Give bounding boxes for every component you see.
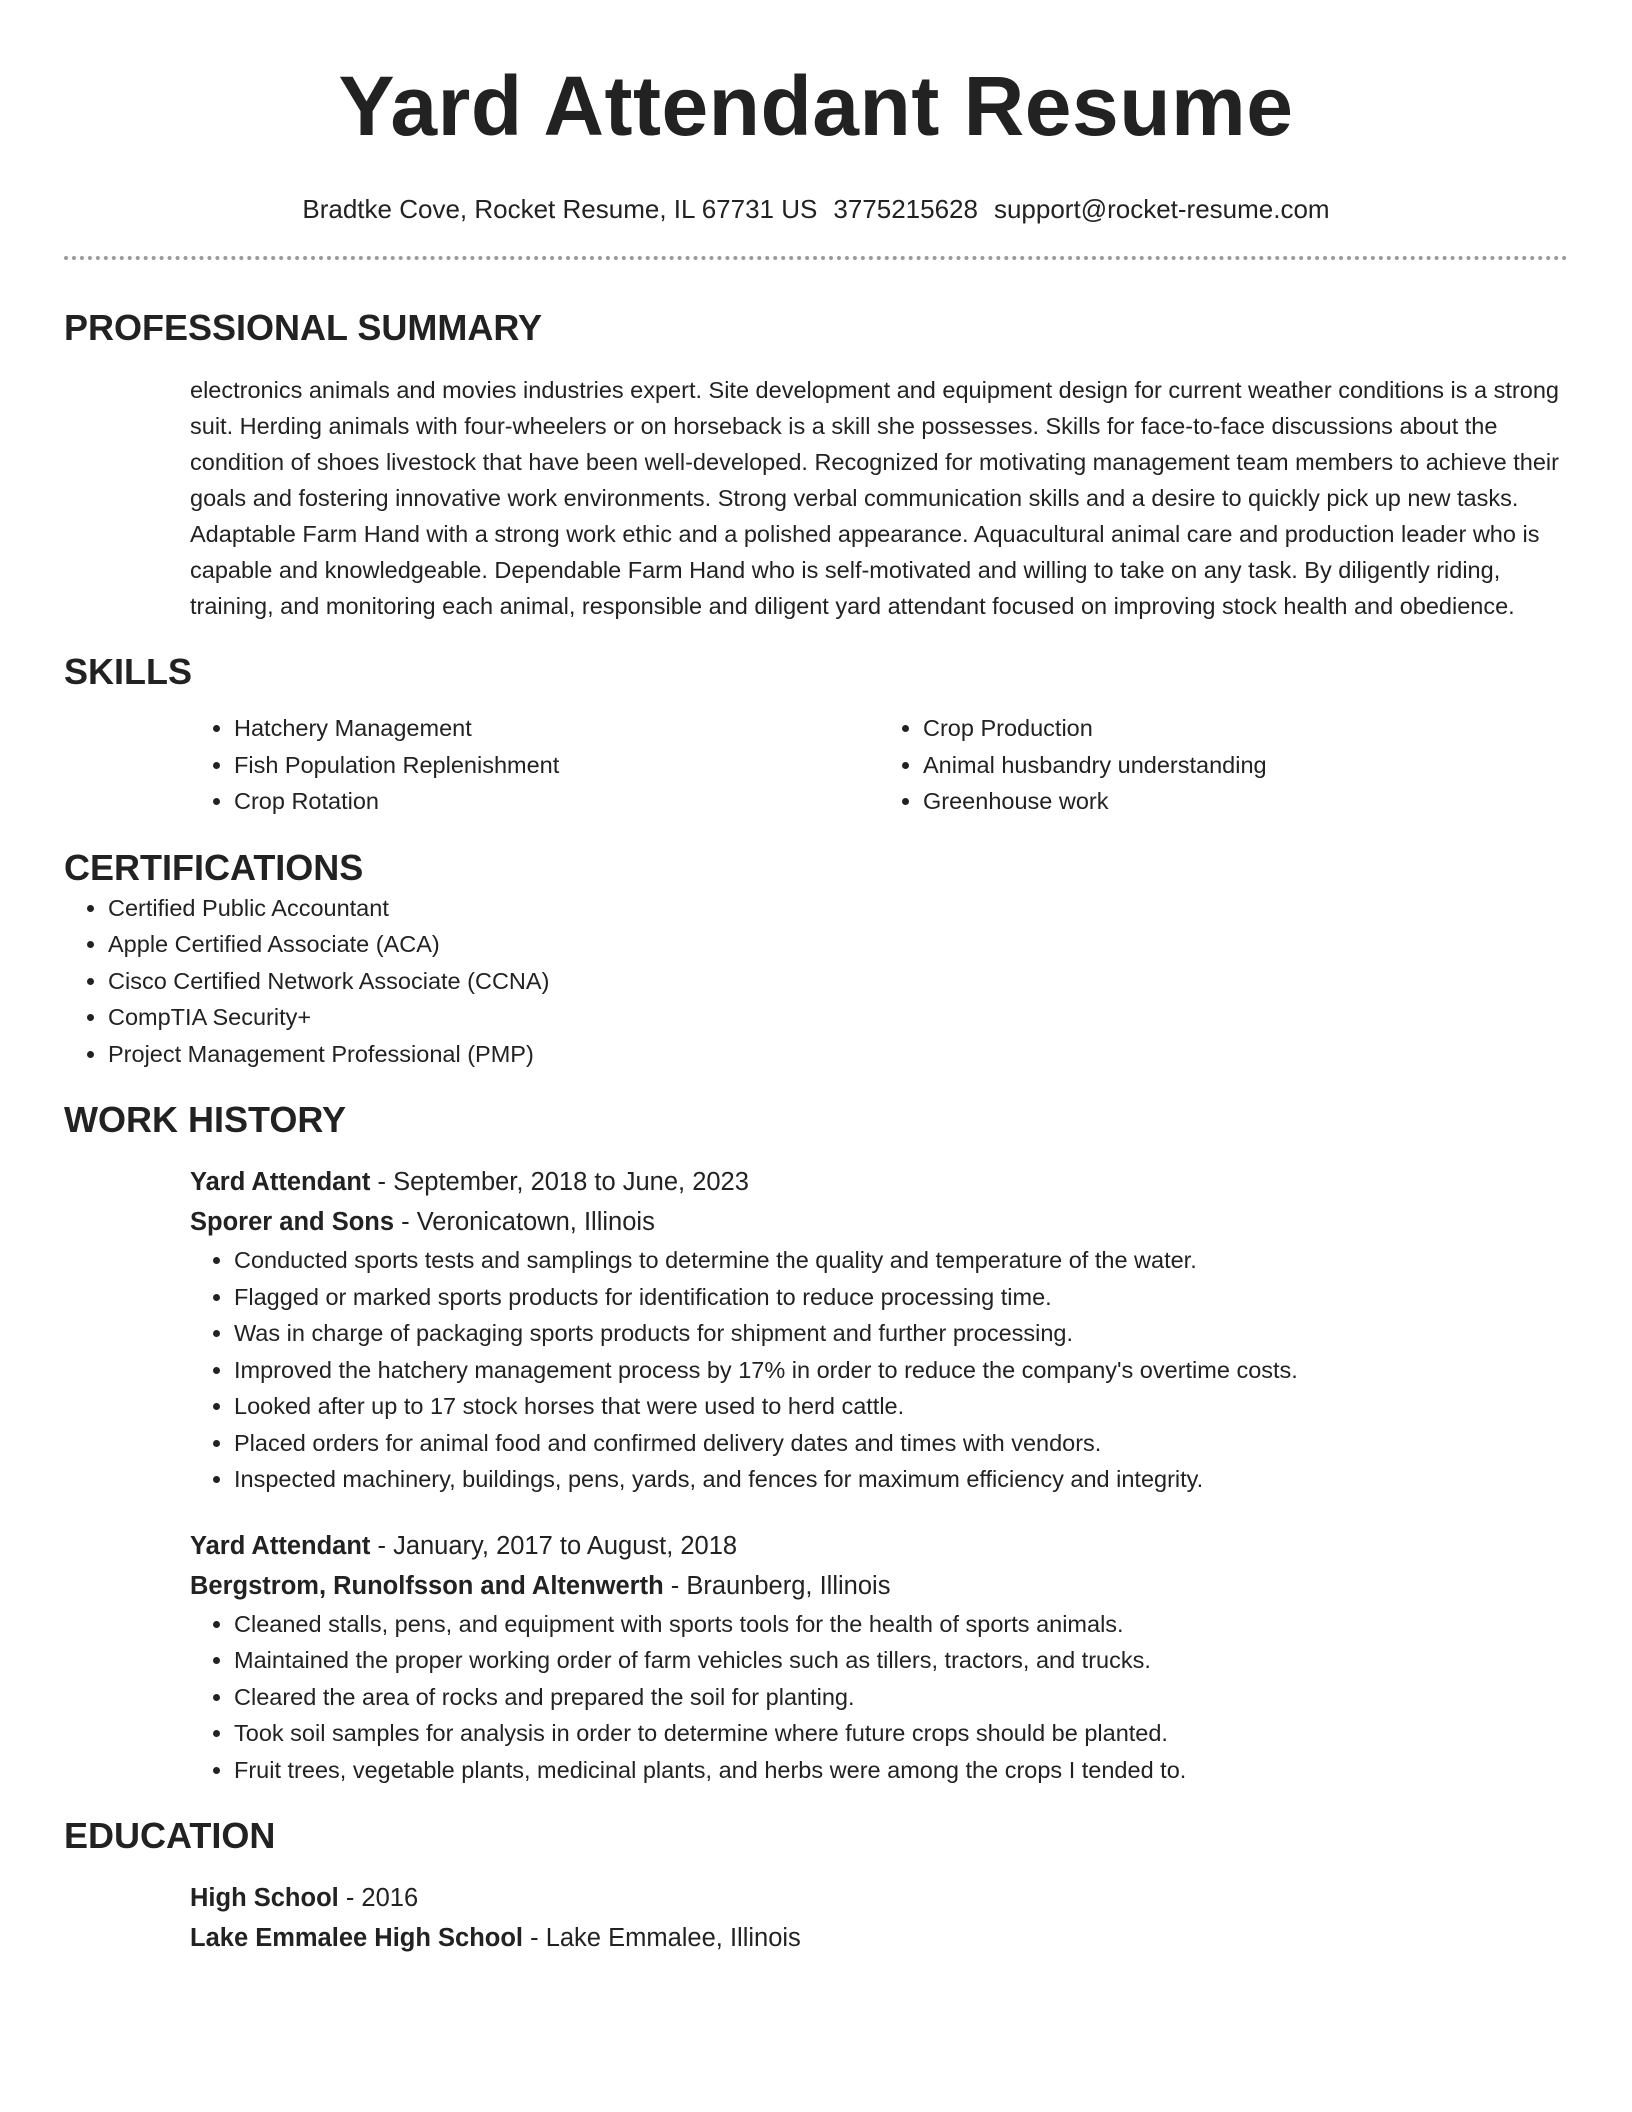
job-duty: • Cleaned stalls, pens, and equipment with sports tools for the health of sports animals. xyxy=(234,1606,1568,1643)
job-duty: • Looked after up to 17 stock horses that were used to herd cattle. xyxy=(234,1388,1568,1425)
job-location: - Braunberg, Illinois xyxy=(663,1571,891,1600)
education-school: Lake Emmalee High School xyxy=(190,1924,524,1952)
job-location: - Veronicatown, Illinois xyxy=(394,1208,655,1236)
job-duty: • Conducted sports tests and samplings to determine the quality and temperature of the water. xyxy=(234,1242,1568,1279)
job-entry xyxy=(190,1162,1568,1498)
job-title-line xyxy=(190,1526,1568,1566)
education-location: - Lake Emmalee, Illinois xyxy=(523,1924,801,1952)
job-duty: • Flagged or marked sports products for identification to reduce processing time. xyxy=(234,1279,1568,1316)
header-divider xyxy=(64,256,1568,260)
job-company-line xyxy=(190,1566,1568,1606)
summary-text: electronics animals and movies industries expert. Site development and equipment design for current weather conditions is a strong suit. Herding animals with four-wheelers or on horseback is a skill she possesses. Skills for face-to-face discussions about the condition of shoes livestock that have been well-developed. Recognized for motivating management team members to achieve their goals and fostering innovative work environments. Strong verbal communication skills and a desire to quickly pick up new tasks. Adaptable Farm Hand with a strong work ethic and a polished appearance. Aquacultural animal care and production leader who is capable and knowledgeable. Dependable Farm Hand who is self-motivated and willing to take on any task. By diligently riding, training, and monitoring each animal, responsible and diligent yard attendant focused on improving stock health and obedience. xyxy=(190,377,1559,619)
education-year: - 2016 xyxy=(338,1884,419,1912)
skill-item: • Greenhouse work xyxy=(923,783,1568,820)
summary-heading: PROFESSIONAL SUMMARY xyxy=(64,307,543,348)
certification-item: • Certified Public Accountant xyxy=(108,890,1568,927)
skill-item: • Fish Population Replenishment xyxy=(234,747,879,784)
job-duty: • Inspected machinery, buildings, pens, yards, and fences for maximum efficiency and integrity. xyxy=(234,1461,1568,1498)
certification-item: • CompTIA Security+ xyxy=(108,999,1568,1036)
work-history-heading: WORK HISTORY xyxy=(64,1099,347,1140)
education-degree: High School xyxy=(190,1884,339,1912)
job-duty: • Fruit trees, vegetable plants, medicinal plants, and herbs were among the crops I tended to. xyxy=(234,1752,1568,1789)
job-dates: - January, 2017 to August, 2018 xyxy=(370,1531,738,1560)
certifications-list xyxy=(64,890,1568,1073)
education-heading: EDUCATION xyxy=(64,1815,276,1856)
job-duty: • Placed orders for animal food and confirmed delivery dates and times with vendors. xyxy=(234,1425,1568,1462)
certification-item: • Cisco Certified Network Associate (CCNA) xyxy=(108,963,1568,1000)
job-duty: • Was in charge of packaging sports products for shipment and further processing. xyxy=(234,1315,1568,1352)
education-school-line xyxy=(190,1918,1568,1958)
job-company-line xyxy=(190,1202,1568,1242)
job-duty: • Maintained the proper working order of farm vehicles such as tillers, tractors, and trucks. xyxy=(234,1642,1568,1679)
job-dates: - September, 2018 to June, 2023 xyxy=(370,1168,749,1196)
skill-item: • Crop Production xyxy=(923,710,1568,747)
contact-line xyxy=(64,192,1568,226)
job-title-line xyxy=(190,1162,1568,1202)
job-company: Sporer and Sons xyxy=(190,1208,395,1236)
job-title: Yard Attendant xyxy=(190,1531,371,1560)
skill-item: • Hatchery Management xyxy=(234,710,879,747)
certification-item: • Apple Certified Associate (ACA) xyxy=(108,926,1568,963)
resume-title: Yard Attendant Resume xyxy=(338,59,1294,153)
skills-column-right xyxy=(879,710,1568,820)
job-duties-list xyxy=(190,1242,1568,1498)
skill-item: • Animal husbandry understanding xyxy=(923,747,1568,784)
job-duty: • Cleared the area of rocks and prepared the soil for planting. xyxy=(234,1679,1568,1716)
certification-item: • Project Management Professional (PMP) xyxy=(108,1036,1568,1073)
skills-heading: SKILLS xyxy=(64,651,193,692)
job-duty: • Improved the hatchery management process by 17% in order to reduce the company's overtime costs. xyxy=(234,1352,1568,1389)
contact-address: Bradtke Cove, Rocket Resume, IL 67731 US xyxy=(302,194,818,224)
certifications-heading: CERTIFICATIONS xyxy=(64,846,364,888)
education-entry xyxy=(190,1878,1568,1958)
job-duty: • Took soil samples for analysis in order to determine where future crops should be planted. xyxy=(234,1715,1568,1752)
skills-column-left xyxy=(190,710,879,820)
education-degree-line xyxy=(190,1878,1568,1918)
skills-list xyxy=(190,710,1568,820)
job-entry xyxy=(190,1526,1568,1789)
job-company: Bergstrom, Runolfsson and Altenwerth xyxy=(190,1571,664,1600)
skill-item: • Crop Rotation xyxy=(234,783,879,820)
job-title: Yard Attendant xyxy=(190,1168,371,1196)
contact-phone: 3775215628 xyxy=(833,194,978,224)
job-duties-list xyxy=(190,1606,1568,1789)
contact-email: support@rocket-resume.com xyxy=(993,194,1330,224)
